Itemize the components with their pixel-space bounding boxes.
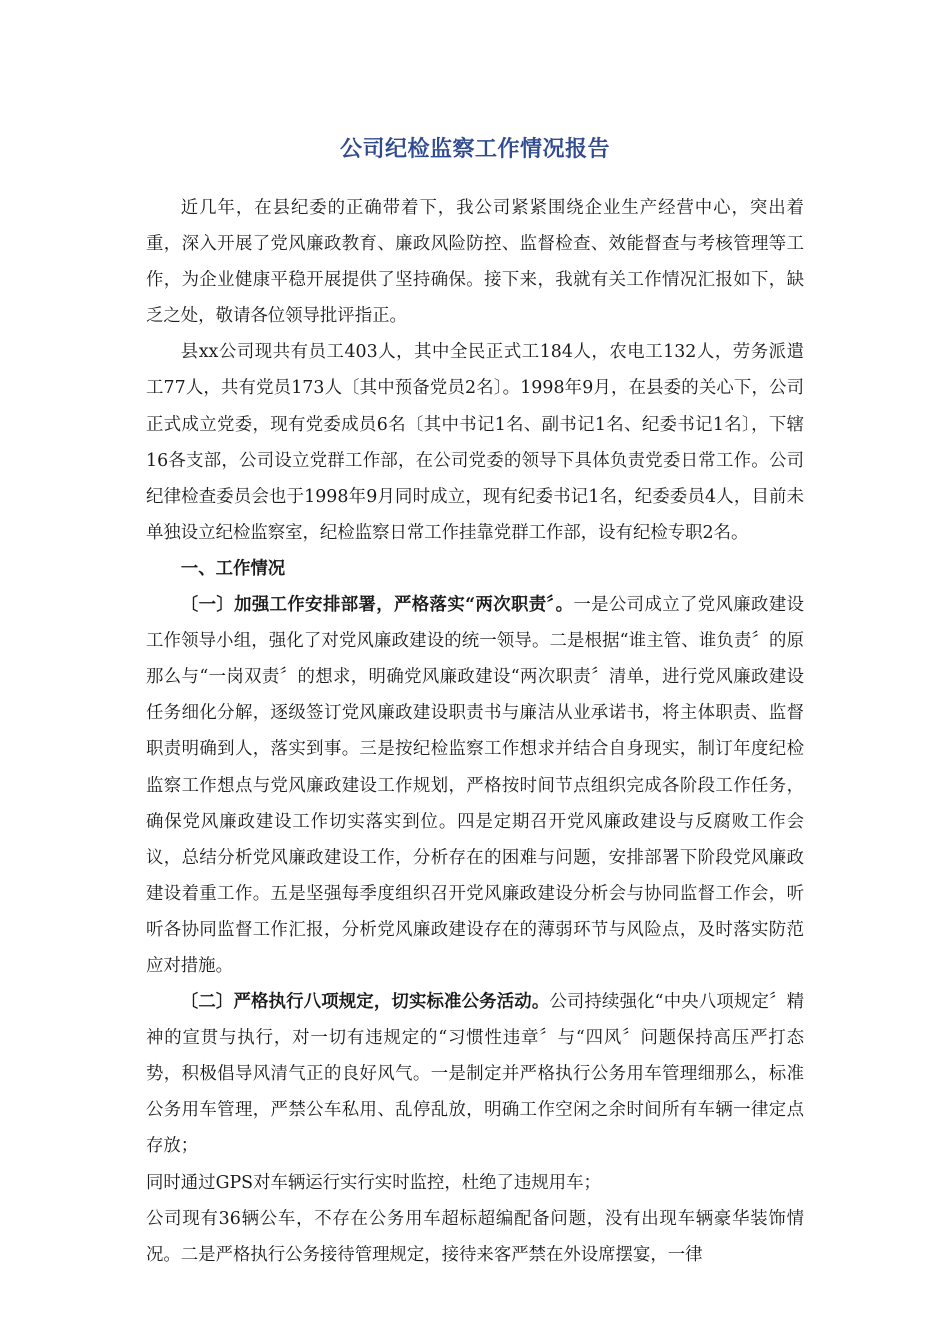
section-2-lead: 〔二〕严格执行八项规定，切实标准公务活动。 xyxy=(180,992,550,1013)
paragraph-company-overview: 县xx公司现共有员工403人，其中全民正式工184人，农电工132人，劳务派遣工77人，共有党员173人〔其中预备党员2名〕。1998年9月，在县委的关心下，公司正式成立党委，现有党委成员6名〔其中书记1名、副书记1名、纪委书记1名〕，下辖16各支部，公司设立党群工作部，在公司党委的领导下具体负责党委日常工作。公司纪律检查委员会也于1998年9月同时成立，现有纪委书记1名，纪委委员4人，目前未单独设立纪检监察室，纪检监察日常工作挂靠党群工作部，设有纪检专职2名。 xyxy=(146,342,804,543)
paragraph-intro: 近几年，在县纪委的正确带着下，我公司紧紧围绕企业生产经营中心，突出着重，深入开展了党风廉政教育、廉政风险防控、监督检查、效能督查与考核管理等工作，为企业健康平稳开展提供了坚持确保。接下来，我就有关工作情况汇报如下，缺乏之处，敬请各位领导批评指正。 xyxy=(146,198,804,327)
paragraph-section-1 xyxy=(146,587,804,984)
section-heading: 一、工作情况 xyxy=(180,558,286,579)
paragraph-vehicles: 公司现有36辆公车，不存在公务用车超标超编配备问题，没有出现车辆豪华装饰情况。二是严格执行公务接待管理规定，接待来客严禁在外设席摆宴，一律 xyxy=(146,1208,804,1265)
document-title: 公司纪检监察工作情况报告 xyxy=(339,137,610,162)
section-1-lead: 〔一〕加强工作安排部署，严格落实“两次职责〞。 xyxy=(180,595,574,616)
document-body xyxy=(146,190,804,1273)
paragraph-gps: 同时通过GPS对车辆运行实行实时监控，杜绝了违规用车； xyxy=(146,1172,601,1193)
section-1-body: 一是公司成立了党风廉政建设工作领导小组，强化了对党风廉政建设的统一领导。二是根据“谁主管、谁负责〞的原那么与“一岗双责〞的想求，明确党风廉政建设“两次职责〞清单，进行党风廉政建设任务细化分解，逐级签订党风廉政建设职责书与廉洁从业承诺书，将主体职责、监督职责明确到人，落实到事。三是按纪检监察工作想求并结合自身现实，制订年度纪检监察工作想点与党风廉政建设工作规划，严格按时间节点组织完成各阶段工作任务，确保党风廉政建设工作切实落实到位。四是定期召开党风廉政建设与反腐败工作会议，总结分析党风廉政建设工作，分析存在的困难与问题，安排部署下阶段党风廉政建设着重工作。五是坚强每季度组织召开党风廉政建设分析会与协同监督工作会，听听各协同监督工作汇报，分析党风廉政建设存在的薄弱环节与风险点，及时落实防范应对措施。 xyxy=(146,595,804,976)
section-2-body: 公司持续强化“中央八项规定〞精神的宣贯与执行，对一切有违规定的“习惯性违章〞与“四风〞问题保持高压严打态势，积极倡导风清气正的良好风气。一是制定并严格执行公务用车管理细那么，标准公务用车管理，严禁公车私用、乱停乱放，明确工作空闲之余时间所有车辆一律定点存放； xyxy=(146,992,804,1157)
paragraph-section-2 xyxy=(146,984,804,1164)
